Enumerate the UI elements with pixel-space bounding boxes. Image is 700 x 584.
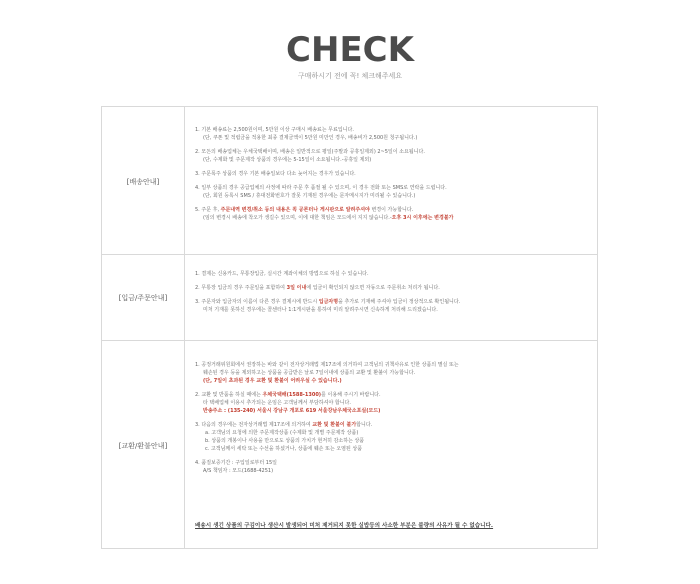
exchange-text: 3. 다음의 경우에는 전자상거래법 제17조에 의거하여 <box>195 422 313 428</box>
exchange-text: 를 이용해 주시기 바랍니다. <box>321 392 381 398</box>
exchange-line <box>195 421 595 429</box>
exchange-line: 훼손된 경우 등을 제외하고는 상품을 공급받은 날로 7일이내에 상품의 교환 및 환불이 가능합니다. <box>203 370 416 376</box>
payment-text: 3. 주문자와 입금자의 이름이 다른 경우 결제시에 반드시 <box>195 299 319 305</box>
delivery-line: 1. 기본 배송료는 2,500원이며, 5만원 이상 구매시 배송료는 무료입니다. <box>195 127 354 133</box>
delivery-line: 4. 일부 상품의 경우 공급업체의 사정에 따라 주문 후 품절 될 수 있으며, 이 경우 전화 또는 SMS로 연락을 드립니다. <box>195 185 447 191</box>
payment-line: 미처 기재를 못하신 경우에는 콜센터나 1:1게시판을 통하여 미리 알려주시면 신속하게 처리해 드리겠습니다. <box>203 307 438 313</box>
row-divider <box>102 340 597 341</box>
section-label-exchange: [교환/환불안내] <box>118 442 168 450</box>
payment-text: 에 입금이 확인되지 않으면 자동으로 주문취소 처리가 됩니다. <box>306 285 440 291</box>
delivery-highlight: 주문내역 변경/취소 등의 내용은 꼭 공론터나 게시판으로 알려주셔야 <box>220 207 370 213</box>
exchange-highlight: 교환 및 환불이 불가 <box>312 422 357 428</box>
delivery-highlight: 오후 3시 이후에는 변경불가 <box>391 215 454 221</box>
exchange-line: c. 고객님께서 세탁 또는 수선을 하셨거나, 상품에 훼손 또는 오염된 상품 <box>205 446 363 452</box>
delivery-line: (단, 쿠폰 및 적립금을 적용한 최종 결제금액이 5만원 미만인 경우, 배송비가 2,500원 청구됩니다.) <box>203 135 418 141</box>
delivery-line <box>195 206 595 214</box>
delivery-line: (단, 회원 등록시 SMS / 휴대전화번호가 잘못 기재된 경우에는 문자메시지가 미리될 수 있습니다.) <box>203 193 416 199</box>
payment-line <box>195 284 595 292</box>
section-content-delivery <box>195 126 595 222</box>
info-table <box>101 106 598 549</box>
delivery-text: 5. 주문 후, <box>195 207 221 213</box>
exchange-line: 1. 공정거래위원회에서 권장하는 바와 같이 전자상거래법 제17조에 의거하여 고객님의 귀책사유로 인한 상품의 멸실 또는 <box>195 362 459 368</box>
exchange-line: a. 고객님의 요청에 의한 주문제작상품 (수제화 및 개별 주문제작 상품) <box>205 430 359 436</box>
exchange-line <box>195 391 595 399</box>
exchange-line: 4. 품질보증기간 : 구입일로부터 15일 <box>195 460 277 466</box>
exchange-text: 2. 교환 및 반품을 하실 때에는 <box>195 392 263 398</box>
delivery-line: (단, 수제화 및 주문제작 상품의 경우에는 5-15일이 소요됩니다.-공휴일 제외) <box>203 157 372 163</box>
page-title: CHECK <box>286 30 414 70</box>
delivery-text: (임의 변경시 배송에 착오가 생길수 있으며, 이에 대한 책임은 모드에서 지지 않습니다.- <box>203 215 392 221</box>
payment-text: 을 추가로 기재해 주셔야 입금이 정상적으로 확인됩니다. <box>338 299 461 305</box>
payment-line <box>195 298 595 306</box>
column-divider <box>184 107 185 548</box>
delivery-line <box>195 214 595 222</box>
section-label-delivery: [배송안내] <box>126 178 160 186</box>
payment-highlight: 3일 이내 <box>286 285 307 291</box>
section-label-payment: [입금/주문안내] <box>118 294 168 302</box>
section-content-exchange <box>195 361 595 475</box>
exchange-text: 합니다. <box>356 422 373 428</box>
row-divider <box>102 254 597 255</box>
payment-highlight: 입금자명 <box>318 299 339 305</box>
section-content-payment <box>195 270 595 314</box>
delivery-line: 2. 모든의 배송업체는 우체국택배이며, 배송은 일반적으로 평일(주말과 공휴일제외) 2~5일이 소요됩니다. <box>195 149 425 155</box>
exchange-line: 반송주소 : (135-240) 서울시 강남구 개포로 619 서울강남우체국소포실(모드) <box>203 408 381 414</box>
exchange-line: (단, 7일이 초과된 경우 교환 및 환불이 어려우실 수 있습니다.) <box>203 378 342 384</box>
exchange-footer-notice: 배송시 생긴 상품의 구김이나 생산시 발생되어 미처 제거되지 못한 실밥등의 사소한 부분은 불량의 사유가 될 수 없습니다. <box>195 523 494 529</box>
delivery-line: 3. 주문폭주 상품의 경우 기본 배송일보다 다소 늦어지는 경우가 있습니다. <box>195 171 356 177</box>
delivery-text: 변경이 가능합니다. <box>369 207 414 213</box>
exchange-line: b. 상품의 개봉이나 사용을 만으로도 상품의 가치가 현저히 감소하는 상품 <box>205 438 365 444</box>
exchange-highlight: 우체국택배(1588-1300) <box>262 392 322 398</box>
exchange-line: A/S 책임자 : 모드(1688-4251) <box>203 468 274 474</box>
page-subtitle: 구매하시기 전에 꼭! 체크해주세요 <box>297 72 403 80</box>
exchange-line: 타 택배업체 이용시 추가되는 운임은 고객님께서 부담하셔야 합니다. <box>203 400 351 406</box>
payment-line: 1. 결제는 신용카드, 무통장입금, 실시간 계좌이체의 방법으로 하실 수 있습니다. <box>195 271 369 277</box>
payment-text: 2. 무통장 입금의 경우 주문일을 포함하여 <box>195 285 287 291</box>
